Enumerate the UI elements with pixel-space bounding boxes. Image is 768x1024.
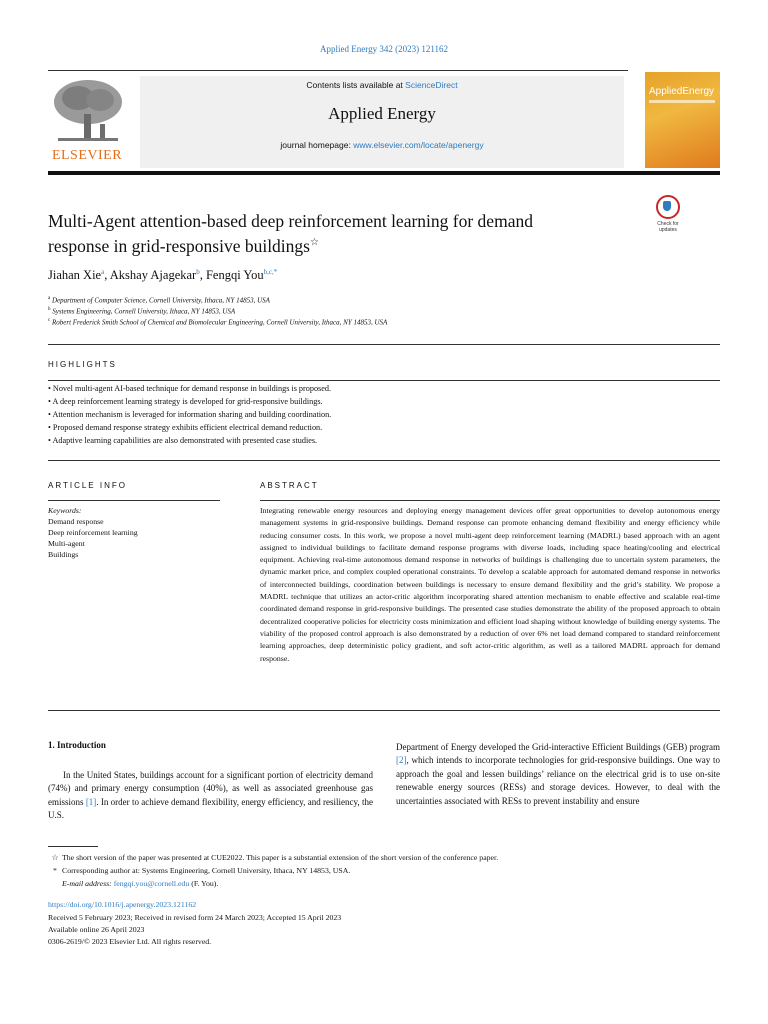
abstract-heading: ABSTRACT [260,481,319,490]
footnote-mark: * [53,866,57,875]
cover-title: AppliedEnergy [649,86,715,97]
footnote-mark: ☆ [51,853,59,862]
footnote-text: Corresponding author at: Systems Engineering, Cornell University, Ithaca, NY 14853, USA. [62,866,351,875]
bookmark-icon [656,195,680,219]
footnote-conference [48,853,498,862]
footnote-rule [48,846,98,847]
doi-link[interactable]: https://doi.org/10.1016/j.apenergy.2023.121162 [48,900,197,909]
header-bottom-rule [48,171,720,175]
title-line1: Multi-Agent attention-based deep reinforcement learning for demand [48,211,533,231]
author-name[interactable]: Jiahan Xie [48,268,102,283]
check-label-line2: updates [659,227,677,233]
available-online: Available online 26 April 2023 [48,925,145,934]
highlight-item: • A deep reinforcement learning strategy is developed for grid-responsive buildings. [48,397,323,406]
intro-right-text-a: Department of Energy developed the Grid-interactive Efficient Buildings (GEB) program [396,742,720,752]
keyword: Multi-agent [48,539,85,548]
intro-left-text-b: . In order to achieve demand flexibility, energy efficiency, and resiliency, the U.S. [48,796,373,821]
journal-reference[interactable]: Applied Energy 342 (2023) 121162 [320,44,448,54]
homepage-prefix: journal homepage: [280,140,354,150]
article-info-top-rule [48,460,720,461]
contents-line [140,80,624,90]
highlights-rule [48,380,720,381]
author-affil-mark[interactable]: b [196,268,200,276]
affiliation-mark: a [48,296,51,301]
abstract-text: Integrating renewable energy resources and deploying energy management devices offer great opportunities to develop autonomous energy management systems in grid-responsive buildings. Demand response can promote enhancing demand flexibility and energy efficiency while reducing consumer costs. In this work, we propose a novel multi-agent deep reinforcement learning (MADRL) based approach with an agent assigned to individual buildings to facilitate demand response programs with diverse loads, including space heating/cooling and electrical equipment. Achieving real-time autonomous demand response in networks of buildings is challenging due to uncertain system parameters, the dynamic market price, and complex coupled operational constraints. To develop a scalable approach for automated demand response in networks of interconnected buildings, coordination between buildings is necessary to ensure demand flexibility and the grid’s stability. We propose a MADRL technique that utilizes an actor-critic algorithm incorporating shared attention mechanism to enable effective and scalable real-time coordinated demand response in grid-responsive buildings. The presented case studies demonstrate the ability of the proposed approach to obtain decentralized cooperative policies for electricity costs minimization and efficient load shaping without knowledge of building energy systems. The viability of the proposed control approach is also demonstrated by a reduction of over 6% net load demand compared to standard reinforcement learning approaches, deep deterministic policy gradient, and soft actor-critic algorithm, as well as a tailored MADRL approach for demand response. [260,506,720,663]
highlight-item: • Attention mechanism is leveraged for information sharing and building coordination. [48,410,332,419]
affiliation [48,296,270,304]
sciencedirect-link[interactable]: ScienceDirect [405,80,458,90]
abstract-bottom-rule [48,710,720,711]
contents-prefix: Contents lists available at [306,80,406,90]
affiliation-text: Systems Engineering, Cornell University, Ithaca, NY 14853, USA [52,307,236,316]
section-heading-introduction: 1. Introduction [48,740,106,750]
citation-link[interactable]: [2] [396,755,407,766]
affiliation [48,307,235,315]
affiliation-text: Robert Frederick Smith School of Chemical and Biomolecular Engineering, Cornell University, Ithaca, NY 14853, USA [51,318,388,327]
keyword: Demand response [48,517,104,526]
email-link[interactable]: fengqi.you@cornell.edu [113,879,190,888]
intro-left-text-a: In the United States, buildings account for a significant portion of electricity demand (74%) and primary energy consumption (40%), as well as associated greenhouse gas emissions [48,770,373,807]
check-label [648,221,688,233]
copyright: 0306-2619/© 2023 Elsevier Ltd. All rights reserved. [48,937,212,946]
tree-icon [48,78,126,146]
highlights-heading: HIGHLIGHTS [48,360,117,369]
citation-link[interactable]: [1] [85,796,97,807]
affiliation [48,318,387,326]
header-top-rule [48,70,628,71]
homepage-line [140,140,624,150]
email-label: E-mail address: [62,879,114,888]
title-footnote-mark[interactable]: ☆ [309,237,319,248]
cover-subtitle-bar [649,100,715,103]
keywords-block [48,505,138,560]
received-dates: Received 5 February 2023; Received in revised form 24 March 2023; Accepted 15 April 2023 [48,913,342,922]
footnote-corresponding [48,866,350,875]
article-info-rule [48,500,220,501]
keyword: Deep reinforcement learning [48,528,138,537]
highlights-top-rule [48,344,720,345]
author-affil-mark[interactable]: a [101,268,105,276]
keyword: Buildings [48,550,79,559]
highlight-item: • Novel multi-agent AI-based technique for demand response in buildings is proposed. [48,384,331,393]
author-name[interactable]: Akshay Ajagekar [109,268,197,283]
affiliation-text: Department of Computer Science, Cornell University, Ithaca, NY 14853, USA [51,296,270,305]
intro-right-text-b: , which intends to incorporate technologies for grid-responsive buildings. One way to approach the goal and lessen buildings’ reliance on the electrical grid is to use on-site renewable energy sources (RESs) and storage devices. However, to deal with the uncertainties associated with RESs to prevent instability and ensure [396,755,720,806]
homepage-link[interactable]: www.elsevier.com/locate/apenergy [353,140,484,150]
check-for-updates-button[interactable] [648,195,688,231]
author-name[interactable]: Fengqi You [205,268,264,283]
article-info-heading: ARTICLE INFO [48,481,127,490]
author-list: Jiahan Xie$^a$, Akshay Ajagekar$^b$, Fengqi You$^{b,c,*}$ [48,268,278,283]
abstract-rule [260,500,720,501]
affiliation-mark: b [48,307,51,312]
affiliation-mark: c [48,318,51,323]
journal-header-box [140,76,624,168]
title-line2: response in grid-responsive buildings [48,235,310,256]
intro-paragraph-left [48,769,373,823]
footnote-email [62,879,218,888]
author-affil-mark[interactable]: b,c,* [263,268,278,276]
journal-cover[interactable] [645,72,720,168]
journal-title: Applied Energy [328,104,436,123]
email-suffix: (F. You). [189,879,219,888]
footnote-text: The short version of the paper was presented at CUE2022. This paper is a substantial extension of the short version of the conference paper. [62,853,499,862]
highlight-item: • Proposed demand response strategy exhibits efficient electrical demand reduction. [48,423,323,432]
highlight-item: • Adaptive learning capabilities are also demonstrated with presented case studies. [48,436,318,445]
keywords-label: Keywords: [48,506,82,515]
intro-paragraph-right [396,741,720,808]
elsevier-logo [48,78,126,164]
check-label-line1: Check for [657,221,679,227]
paper-title [48,210,628,257]
elsevier-wordmark: ELSEVIER [51,148,123,163]
